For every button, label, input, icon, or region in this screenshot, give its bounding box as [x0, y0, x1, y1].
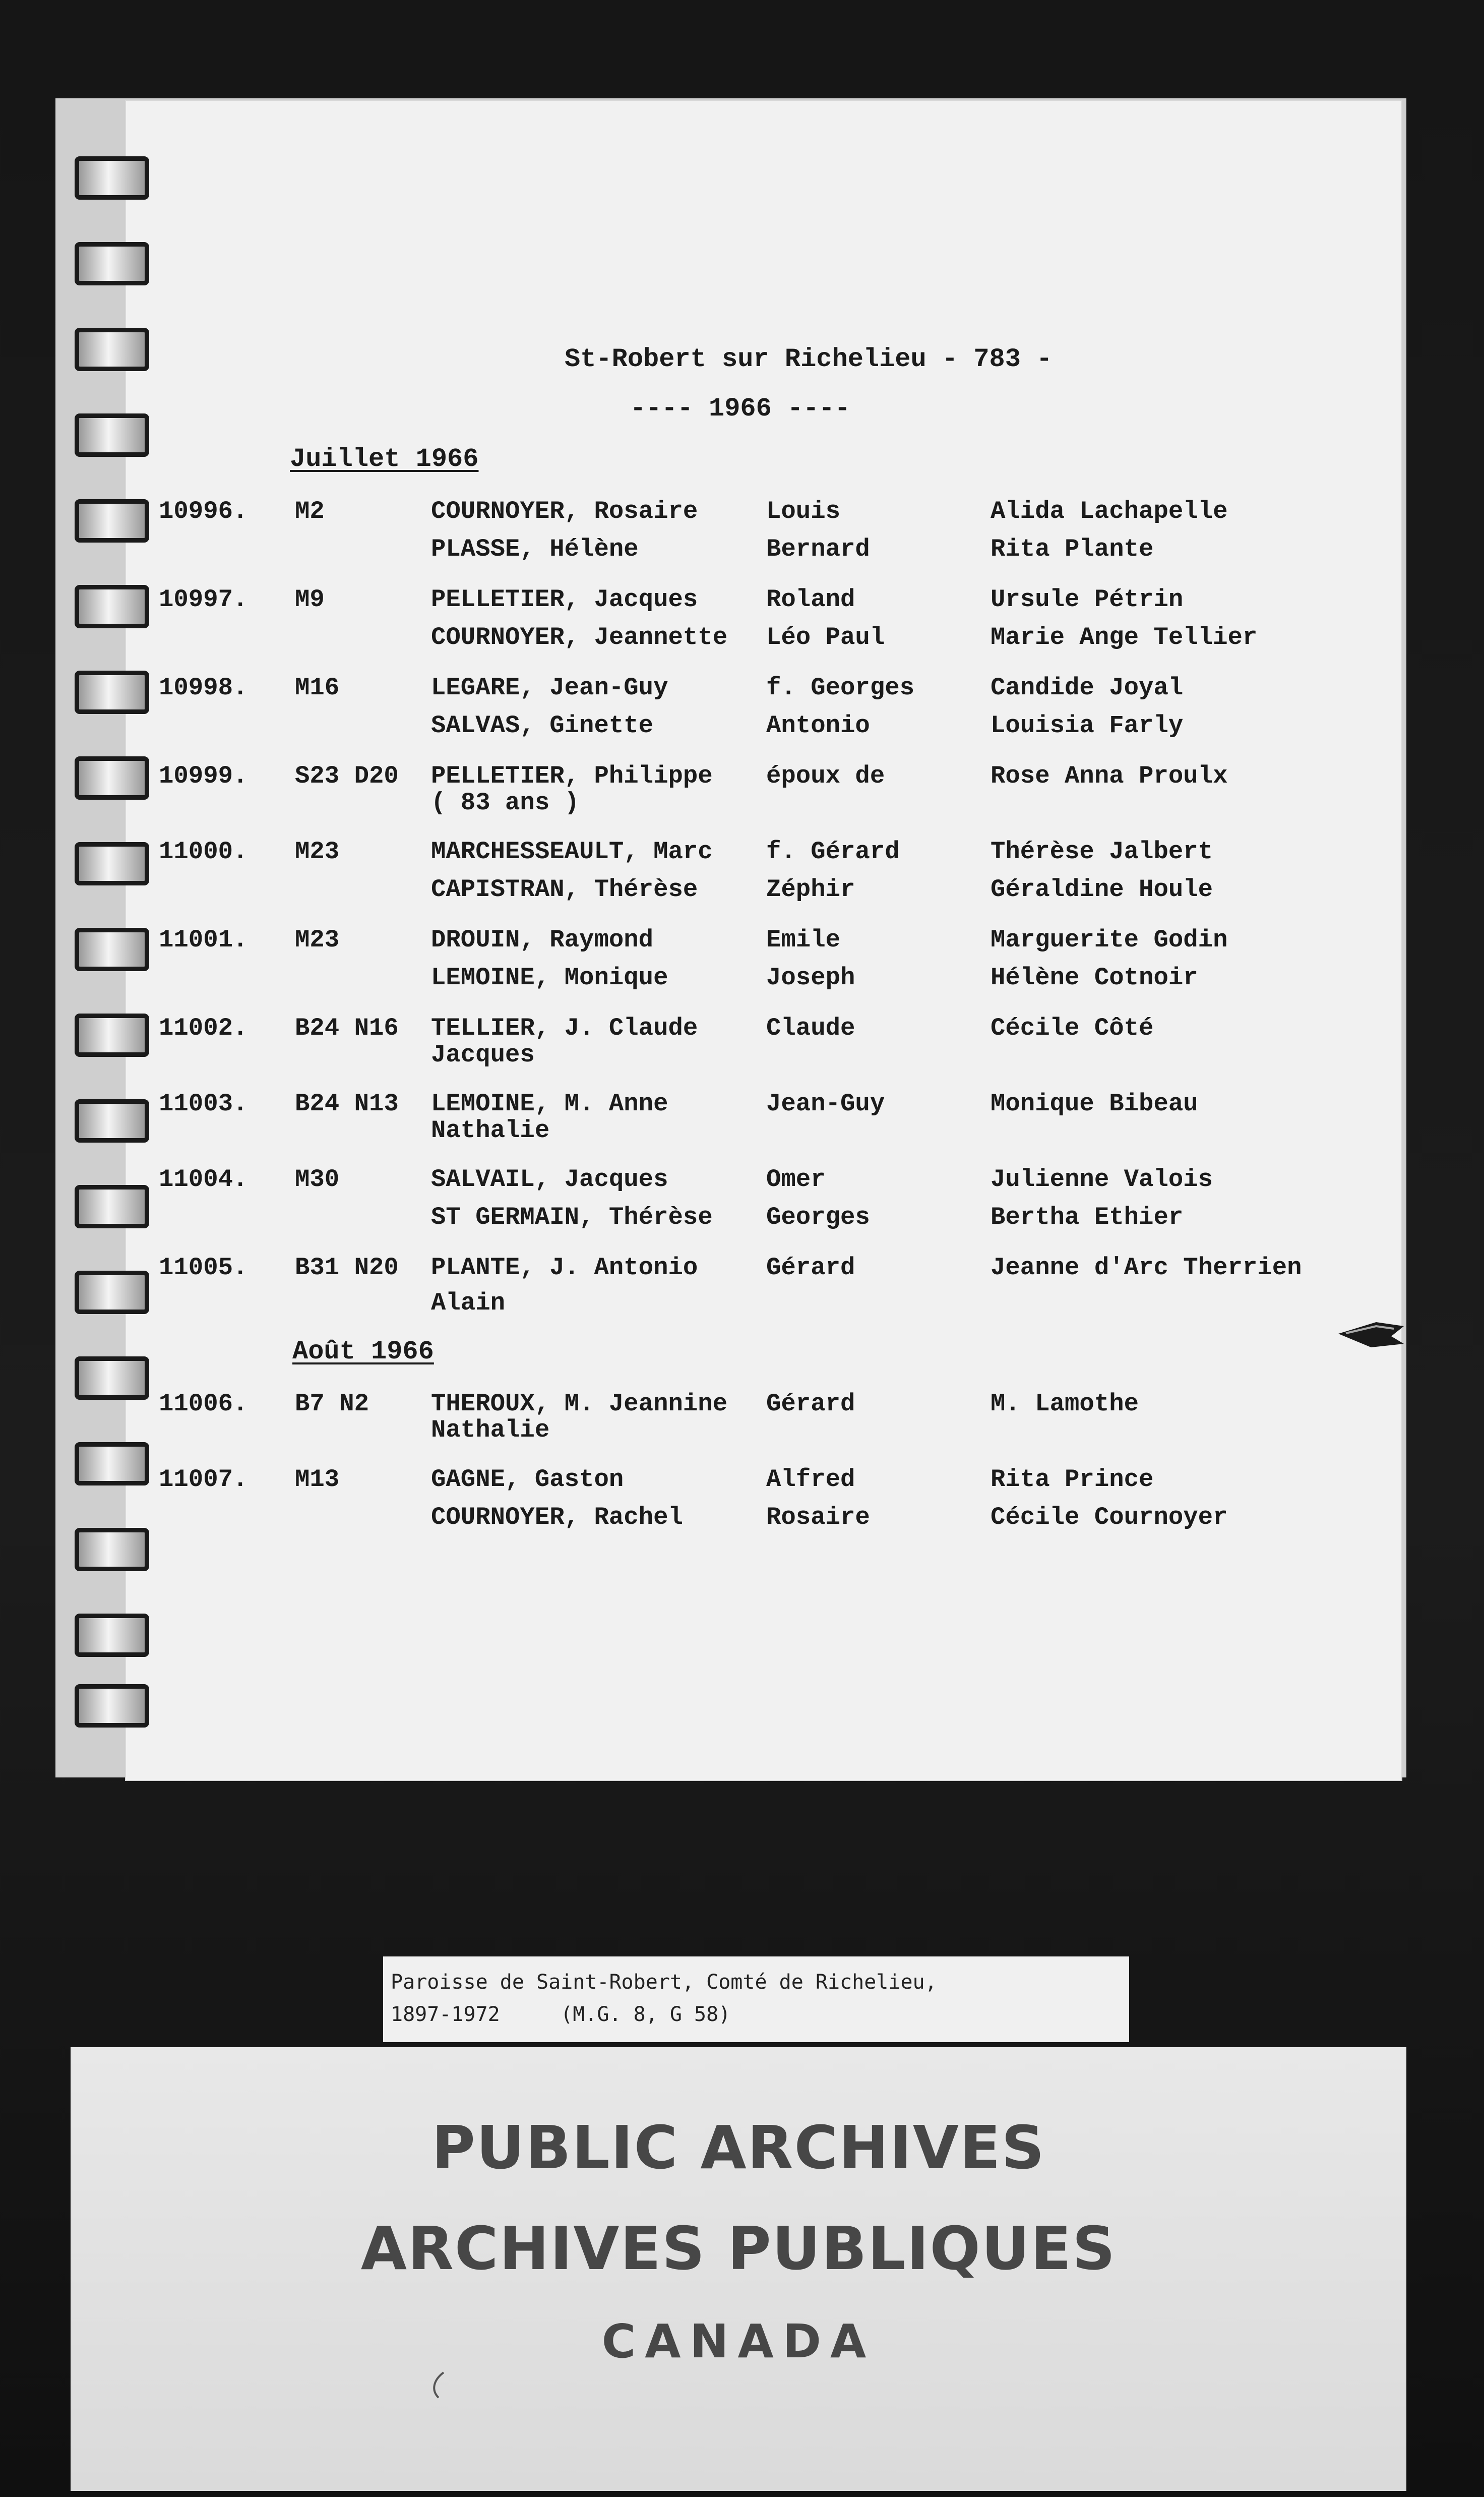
stamp-line-french: ARCHIVES PUBLIQUES	[360, 2214, 1117, 2283]
entry-name-2: PLASSE, Hélène	[431, 535, 639, 563]
entry-mother-1: Alida Lachapelle	[991, 497, 1228, 525]
source-label-line-1: Paroisse de Saint-Robert, Comté de Richelieu,	[391, 1971, 937, 1994]
entry-code: M13	[295, 1465, 340, 1494]
entry-code: B24 N16	[295, 1014, 399, 1042]
entry-mother-2: Bertha Ethier	[991, 1203, 1184, 1231]
entry-father-2: Antonio	[766, 711, 870, 740]
entry-name-1: PLANTE, J. Antonio	[431, 1254, 698, 1282]
entry-mother-2: Louisia Farly	[991, 711, 1184, 740]
entry-name-2: Nathalie	[431, 1416, 550, 1444]
spiral-binding-ring-icon	[75, 156, 149, 200]
spiral-binding-ring-icon	[75, 499, 149, 543]
spiral-binding-ring-icon	[75, 242, 149, 285]
entry-mother-1: Rose Anna Proulx	[991, 762, 1228, 790]
entry-number: 11005.	[159, 1254, 248, 1282]
entry-father-2: Bernard	[766, 535, 870, 563]
entry-mother-2: Cécile Cournoyer	[991, 1503, 1228, 1531]
entry-father-1: Roland	[766, 585, 855, 614]
entry-name-2: SALVAS, Ginette	[431, 711, 654, 740]
entry-mother-1: Jeanne d'Arc Therrien	[991, 1254, 1302, 1282]
entry-number: 11003.	[159, 1090, 248, 1118]
entry-number: 11004.	[159, 1165, 248, 1194]
spiral-binding-ring-icon	[75, 1014, 149, 1057]
entry-father-1: Claude	[766, 1014, 855, 1042]
entry-number: 10998.	[159, 674, 248, 702]
paper-clip-icon	[1336, 1316, 1406, 1351]
entry-name-1: LEMOINE, M. Anne	[431, 1090, 668, 1118]
spiral-binding-ring-icon	[75, 1356, 149, 1400]
entry-number: 11007.	[159, 1465, 248, 1494]
entry-name-2: CAPISTRAN, Thérèse	[431, 875, 698, 904]
spiral-binding-ring-icon	[75, 585, 149, 628]
entry-father-1: époux de	[766, 762, 885, 790]
entry-mother-2: Hélène Cotnoir	[991, 964, 1198, 992]
entry-name-1: THEROUX, M. Jeannine	[431, 1390, 728, 1418]
page-header-title: St-Robert sur Richelieu - 783 -	[565, 344, 1053, 374]
entry-father-1: Jean-Guy	[766, 1090, 885, 1118]
month-heading-july: Juillet 1966	[290, 444, 479, 474]
entry-name-1: GAGNE, Gaston	[431, 1465, 624, 1494]
entry-name-2: ST GERMAIN, Thérèse	[431, 1203, 713, 1231]
entry-number: 11002.	[159, 1014, 248, 1042]
spiral-binding-ring-icon	[75, 1185, 149, 1228]
entry-father-1: f. Gérard	[766, 838, 900, 866]
entry-father-1: f. Georges	[766, 674, 915, 702]
entry-code: M2	[295, 497, 325, 525]
entry-number: 10999.	[159, 762, 248, 790]
archives-stamp	[71, 2047, 1406, 2491]
entry-code: M16	[295, 674, 340, 702]
entry-code: M30	[295, 1165, 340, 1194]
entry-name-1: SALVAIL, Jacques	[431, 1165, 668, 1194]
spiral-binding-ring-icon	[75, 756, 149, 800]
stamp-line-english: PUBLIC ARCHIVES	[431, 2113, 1045, 2182]
stamp-line-canada: CANADA	[601, 2314, 876, 2368]
register-page	[126, 101, 1401, 1780]
entry-code: B24 N13	[295, 1090, 399, 1118]
pen-mark-icon	[428, 2370, 449, 2400]
entry-name-2: Nathalie	[431, 1116, 550, 1145]
entry-mother-1: Rita Prince	[991, 1465, 1154, 1494]
spiral-binding-ring-icon	[75, 1614, 149, 1657]
entry-name-1: LEGARE, Jean-Guy	[431, 674, 668, 702]
entry-mother-2: Marie Ange Tellier	[991, 623, 1258, 651]
entry-father-2: Léo Paul	[766, 623, 885, 651]
entry-mother-1: Candide Joyal	[991, 674, 1184, 702]
entry-number: 11006.	[159, 1390, 248, 1418]
entry-father-2: Georges	[766, 1203, 870, 1231]
spiral-binding-ring-icon	[75, 1684, 149, 1728]
entry-code: B7 N2	[295, 1390, 369, 1418]
entry-name-2: COURNOYER, Rachel	[431, 1503, 683, 1531]
entry-name-1: PELLETIER, Jacques	[431, 585, 698, 614]
entry-father-1: Louis	[766, 497, 841, 525]
entry-code: S23 D20	[295, 762, 399, 790]
entry-code: B31 N20	[295, 1254, 399, 1282]
spiral-binding-ring-icon	[75, 1099, 149, 1143]
entry-father-1: Gérard	[766, 1390, 855, 1418]
entry-number: 11000.	[159, 838, 248, 866]
entry-name-2: ( 83 ans )	[431, 789, 580, 817]
entry-mother-1: M. Lamothe	[991, 1390, 1139, 1418]
entry-name-1: COURNOYER, Rosaire	[431, 497, 698, 525]
entry-mother-1: Julienne Valois	[991, 1165, 1213, 1194]
entry-code: M23	[295, 838, 340, 866]
entry-mother-1: Thérèse Jalbert	[991, 838, 1213, 866]
entry-mother-1: Marguerite Godin	[991, 926, 1228, 954]
entry-number: 10997.	[159, 585, 248, 614]
entry-name-2: COURNOYER, Jeannette	[431, 623, 728, 651]
entry-code: M9	[295, 585, 325, 614]
entry-name-1: TELLIER, J. Claude	[431, 1014, 698, 1042]
spiral-binding-ring-icon	[75, 928, 149, 971]
entry-name-2: Alain	[431, 1289, 506, 1317]
spiral-binding-ring-icon	[75, 842, 149, 885]
entry-number: 11001.	[159, 926, 248, 954]
spiral-binding-ring-icon	[75, 1442, 149, 1485]
entry-name-1: PELLETIER, Philippe	[431, 762, 713, 790]
entry-code: M23	[295, 926, 340, 954]
entry-name-1: DROUIN, Raymond	[431, 926, 654, 954]
spiral-binding-ring-icon	[75, 328, 149, 371]
entry-name-2: LEMOINE, Monique	[431, 964, 668, 992]
entry-father-1: Alfred	[766, 1465, 855, 1494]
entry-father-1: Omer	[766, 1165, 826, 1194]
entry-mother-1: Cécile Côté	[991, 1014, 1154, 1042]
entry-father-2: Joseph	[766, 964, 855, 992]
spiral-binding-ring-icon	[75, 413, 149, 457]
entry-father-1: Emile	[766, 926, 841, 954]
entry-number: 10996.	[159, 497, 248, 525]
entry-name-1: MARCHESSEAULT, Marc	[431, 838, 713, 866]
entry-mother-2: Géraldine Houle	[991, 875, 1213, 904]
entry-mother-2: Rita Plante	[991, 535, 1154, 563]
source-label-line-2: 1897-1972 (M.G. 8, G 58)	[391, 2003, 731, 2026]
spiral-binding-ring-icon	[75, 671, 149, 714]
entry-father-2: Rosaire	[766, 1503, 870, 1531]
entry-name-2: Jacques	[431, 1041, 535, 1069]
entry-mother-1: Ursule Pétrin	[991, 585, 1184, 614]
page-header-year: ---- 1966 ----	[630, 394, 850, 424]
spiral-binding-ring-icon	[75, 1528, 149, 1571]
spiral-binding-ring-icon	[75, 1271, 149, 1314]
entry-father-2: Zéphir	[766, 875, 855, 904]
month-heading-august: Août 1966	[292, 1337, 434, 1366]
entry-father-1: Gérard	[766, 1254, 855, 1282]
source-label	[383, 1956, 1129, 2042]
entry-mother-1: Monique Bibeau	[991, 1090, 1198, 1118]
